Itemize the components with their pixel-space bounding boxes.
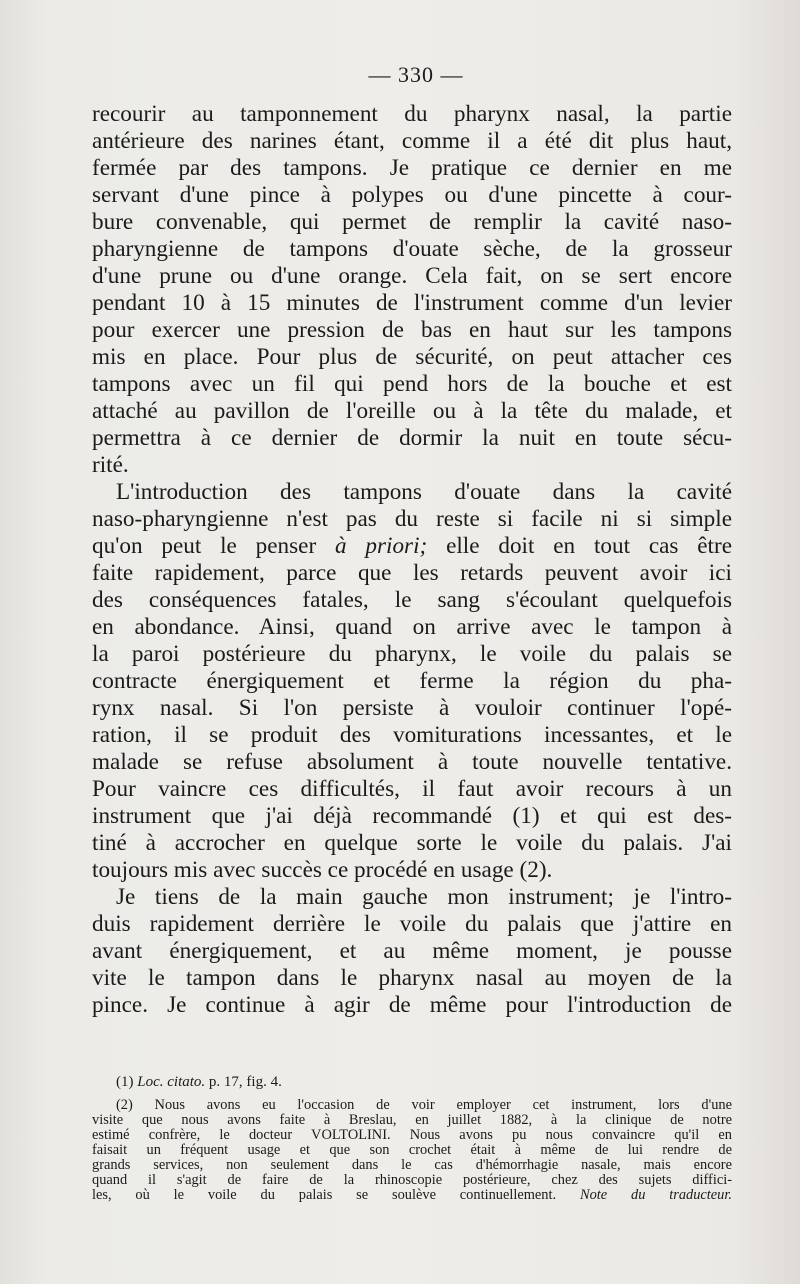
text-line: pharyngienne de tampons d'ouate sèche, de la grosseur	[92, 236, 732, 262]
text-line: permettra à ce dernier de dormir la nuit en toute sécu-	[92, 425, 732, 451]
text-line: bure convenable, qui permet de remplir la cavité naso-	[92, 209, 732, 235]
footnote-text: p. 17, fig. 4.	[208, 1074, 282, 1090]
footnote-2-line: estimé confrère, le docteur VOLTOLINI. Nous avons pu nous convaincre qu'il en	[92, 1128, 732, 1143]
text-line-with-italic	[92, 533, 732, 560]
body-text	[92, 101, 732, 1019]
text-line: toujours mis avec succès ce procédé en usage (2).	[92, 857, 553, 883]
text-line: la paroi postérieure du pharynx, le voile du palais se	[92, 641, 732, 667]
text-line: rité.	[92, 452, 129, 478]
text-line: pince. Je continue à agir de même pour l'introduction de	[92, 992, 732, 1018]
text-line: Pour vaincre ces difficultés, il faut avoir recours à un	[92, 776, 732, 802]
text-line: servant d'une pince à polypes ou d'une pincette à cour-	[92, 182, 732, 208]
text-line: tampons avec un fil qui pend hors de la bouche et est	[92, 371, 732, 397]
translator-note: Note du traducteur.	[579, 1188, 732, 1203]
footnote-2-line: quand il s'agit de faire de la rhinoscopie postérieure, chez des sujets diffici-	[92, 1173, 732, 1188]
footnotes	[92, 1072, 732, 1203]
footnote-2-line	[92, 1188, 732, 1203]
text-line: duis rapidement derrière le voile du palais que j'attire en	[92, 911, 732, 937]
footnote-2-line: (2) Nous avons eu l'occasion de voir employer cet instrument, lors d'une	[116, 1098, 732, 1113]
text-line: des conséquences fatales, le sang s'écoulant quelquefois	[92, 587, 732, 613]
text-line: instrument que j'ai déjà recommandé (1) et qui est des-	[92, 803, 732, 829]
text-line: antérieure des narines étant, comme il a été dit plus haut,	[92, 128, 732, 154]
text-line: en abondance. Ainsi, quand on arrive avec le tampon à	[92, 614, 732, 640]
text-line: rynx nasal. Si l'on persiste à vouloir continuer l'opé-	[92, 695, 732, 721]
text-line: contracte énergiquement et ferme la région du pha-	[92, 668, 732, 694]
italic-phrase: à priori;	[335, 533, 428, 559]
text-segment: elle doit en tout cas être	[446, 533, 732, 559]
text-line: ration, il se produit des vomiturations incessantes, et le	[92, 722, 732, 748]
footnote-2-line: visite que nous avons faite à Breslau, en juillet 1882, à la clinique de notre	[92, 1113, 732, 1128]
text-line: recourir au tamponnement du pharynx nasal, la partie	[92, 101, 732, 127]
footnote-mark: (1)	[116, 1074, 134, 1090]
text-line: tiné à accrocher en quelque sorte le voile du palais. J'ai	[92, 830, 732, 856]
text-line: vite le tampon dans le pharynx nasal au moyen de la	[92, 965, 732, 991]
text-line: fermée par des tampons. Je pratique ce dernier en me	[92, 155, 732, 181]
text-line: naso-pharyngienne n'est pas du reste si facile ni si simple	[92, 506, 732, 532]
footnote-reference: Loc. citato.	[137, 1074, 206, 1090]
text-line: faite rapidement, parce que les retards peuvent avoir ici	[92, 560, 732, 586]
paragraph-start: L'introduction des tampons d'ouate dans la cavité	[116, 479, 732, 505]
footnote-text: les, où le voile du palais se soulève continuellement.	[92, 1188, 557, 1203]
text-segment: qu'on peut le penser	[92, 533, 317, 559]
footnote-2-line: grands services, non seulement dans le cas d'hémorrhagie nasale, mais encore	[92, 1158, 732, 1173]
text-line: avant énergiquement, et au même moment, je pousse	[92, 938, 732, 964]
footnote-1	[92, 1072, 732, 1092]
footnote-2-line: faisait un fréquent usage et que son crochet était à même de lui rendre de	[92, 1143, 732, 1158]
text-line: pour exercer une pression de bas en haut sur les tampons	[92, 317, 732, 343]
text-line: attaché au pavillon de l'oreille ou à la tête du malade, et	[92, 398, 732, 424]
page-number: — 330 —	[368, 62, 464, 87]
paragraph-start: Je tiens de la main gauche mon instrument; je l'intro-	[116, 884, 732, 910]
text-line: mis en place. Pour plus de sécurité, on peut attacher ces	[92, 344, 732, 370]
text-line: malade se refuse absolument à toute nouvelle tentative.	[92, 749, 732, 775]
text-line: d'une prune ou d'une orange. Cela fait, on se sert encore	[92, 263, 732, 289]
text-line: pendant 10 à 15 minutes de l'instrument comme d'un levier	[92, 290, 732, 316]
